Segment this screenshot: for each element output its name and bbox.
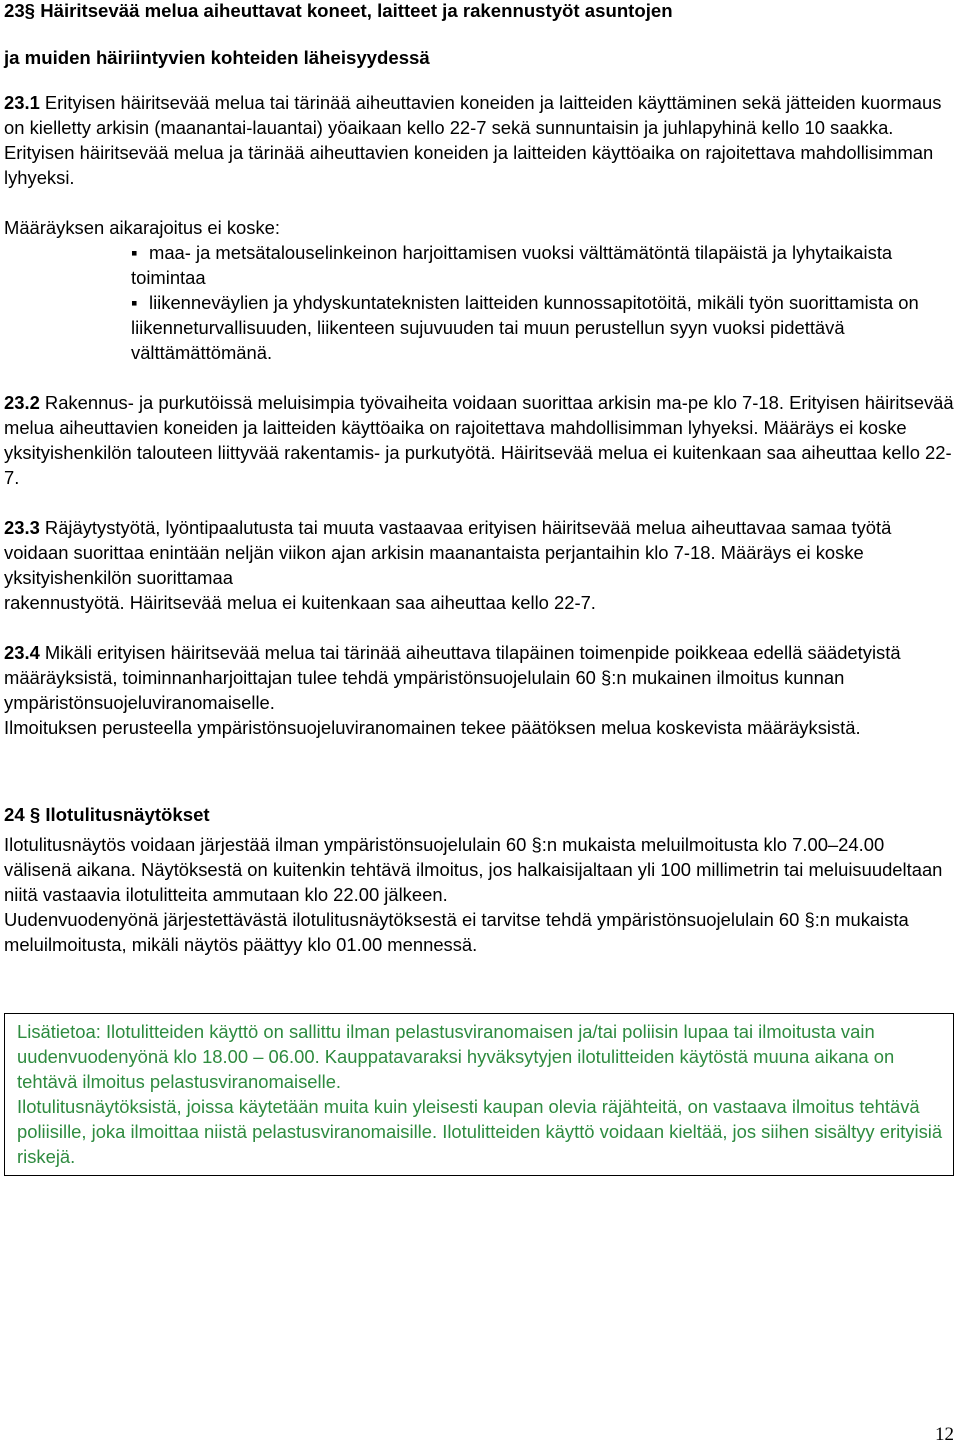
list-item-text: maa- ja metsätalouselinkeinon harjoittamisen vuoksi välttämätöntä tilapäistä ja lyhytaikaista toimintaa [131,242,893,288]
info-box [4,1013,954,1176]
section-23-title-line2: ja muiden häiriintyvien kohteiden läheisyydessä [4,47,430,68]
section-23-title-line1: 23§ Häiritsevää melua aiheuttavat koneet, laitteet ja rakennustyöt asuntojen [4,0,673,21]
paragraph-text-continued: rakennustyötä. Häiritsevää melua ei kuitenkaan saa aiheuttaa kello 22-7. [4,592,596,613]
paragraph-text: Mikäli erityisen häiritsevää melua tai tärinää aiheuttava tilapäinen toimenpide poikkeaa edellä säädetyistä määräyksistä, toiminnanharjoittajan tulee tehdä ympäristönsuojelulain 60 §:n mukainen ilmoitus kunnan ympäristönsuojeluviranomaiselle. [4,642,901,713]
info-box-paragraph-2: Ilotulitusnäytöksistä, joissa käytetään muita kuin yleisesti kaupan olevia räjähteitä, on vastaava ilmoitus tehtävä poliisille, joka ilmoittaa niistä pelastusviranomaisille. Ilotulitteiden käyttö voidaan kieltää, jos siihen sisältyy erityisiä riskejä. [17,1096,943,1167]
paragraph-number: 23.4 [4,642,40,663]
info-box-paragraph-1: Lisätietoa: Ilotulitteiden käyttö on sallittu ilman pelastusviranomaisen ja/tai poliisin lupaa tai ilmoitusta vain uudenvuodenyönä klo 18.00 – 06.00. Kauppatavaraksi hyväksytyjen ilotulitteiden käytöstä muuna aikana on tehtävä ilmoitus pelastusviranomaiselle. [17,1021,895,1092]
paragraph-23-2 [4,390,956,490]
page-number: 12 [935,1424,954,1445]
paragraph-23-4-continued: Ilmoituksen perusteella ympäristönsuojeluviranomainen tekee päätöksen melua koskevista määräyksistä. [4,717,861,738]
list-item-text: liikenneväylien ja yhdyskuntateknisten laitteiden kunnossapitotöitä, mikäli työn suorittamista on liikenneturvallisuuden, liikenteen sujuvuuden tai muun perustellun syyn vuoksi pidettävä välttämättömänä. [131,292,919,363]
paragraph-number: 23.3 [4,517,40,538]
paragraph-number: 23.2 [4,392,40,413]
paragraph-23-1 [4,90,956,190]
paragraph-23-4 [4,640,956,715]
bullet-icon: ▪ [131,292,138,313]
paragraph-text: Rakennus- ja purkutöissä meluisimpia työvaiheita voidaan suorittaa arkisin ma-pe klo 7-18. Erityisen häiritsevää melua aiheuttavien koneiden ja laitteiden käyttöaika on rajoitettava mahdollisimman lyhyeksi. Määräys ei koske yksityishenkilön talouteen liittyvää rakentamis- ja purkutyötä. Häiritsevää melua ei kuitenkaan saa aiheuttaa kello 22-7. [4,392,954,488]
paragraph-text: Räjäytystyötä, lyöntipaalutusta tai muuta vastaavaa erityisen häiritsevää melua aiheuttavaa samaa työtä voidaan suorittaa enintään neljän viikon ajan arkisin maanantaista perjantaihin klo 7-18. Määräys ei koske yksityishenkilön suorittamaa [4,517,892,588]
list-item [4,290,956,365]
paragraph-24-1: Ilotulitusnäytös voidaan järjestää ilman ympäristönsuojelulain 60 §:n mukaista meluilmoitusta klo 7.00–24.00 välisenä aikana. Näytöksestä on kuitenkin tehtävä ilmoitus, jos halkaisijaltaan yli 100 millimetrin tai meluisuudeltaan niitä vastaavia ilotulitteita ammutaan klo 22.00 jälkeen. [4,834,943,905]
list-item [4,240,956,290]
paragraph-number: 23.1 [4,92,40,113]
exceptions-list [4,240,956,365]
paragraph-23-3 [4,515,956,615]
section-24-title: 24 § Ilotulitusnäytökset [4,804,210,825]
paragraph-24-2: Uudenvuodenyönä järjestettävästä ilotulitusnäytöksestä ei tarvitse tehdä ympäristönsuojelulain 60 §:n mukaista meluilmoitusta, mikäli näytös päättyy klo 01.00 mennessä. [4,909,909,955]
document-page [4,0,956,957]
exceptions-intro: Määräyksen aikarajoitus ei koske: [4,217,280,238]
paragraph-text: Erityisen häiritsevää melua tai tärinää aiheuttavien koneiden ja laitteiden käyttäminen sekä jätteiden kuormaus on kielletty arkisin (maanantai-lauantai) yöaikaan kello 22-7 sekä sunnuntaisin ja juhlapyhinä kello 10 saakka. Erityisen häiritsevää melua ja tärinää aiheuttavien koneiden ja laitteiden käyttöaika on rajoitettava mahdollisimman lyhyeksi. [4,92,942,188]
bullet-icon: ▪ [131,242,138,263]
